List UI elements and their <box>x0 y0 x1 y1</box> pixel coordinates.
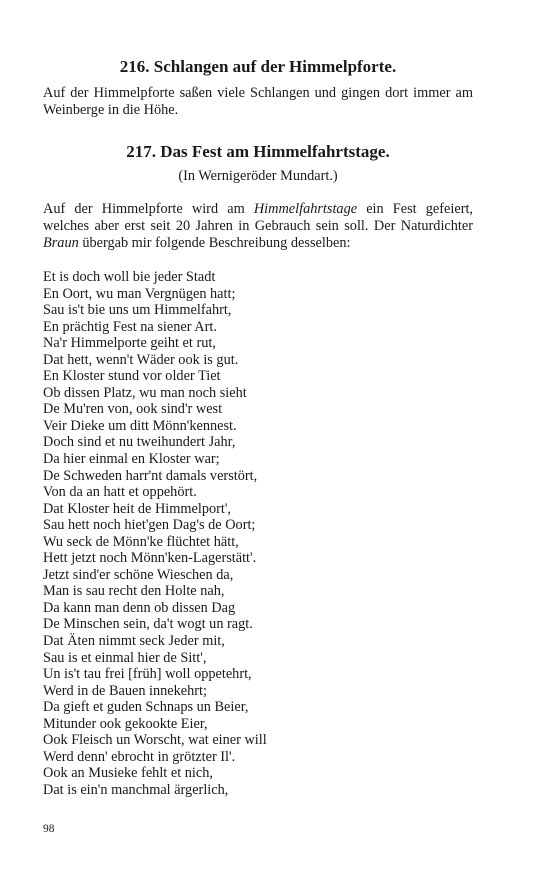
book-page <box>43 56 473 799</box>
verse-line: De Schweden harr'nt damals verstört, <box>43 467 258 484</box>
verse-line: Et is doch woll bie jeder Stadt <box>43 269 216 285</box>
verse-line: Dat is ein'n manchmal ärgerlich, <box>43 781 229 798</box>
verse-line: Wu seck de Mönn'ke flüchtet hätt, <box>43 533 239 550</box>
verse-line: Ob dissen Platz, wu man noch sieht <box>43 384 247 401</box>
verse-line: En Kloster stund vor older Tiet <box>43 368 221 385</box>
verse-line: Werd in de Bauen innekehrt; <box>43 682 208 699</box>
intro-italic-term: Himmelfahrtstage <box>253 201 358 217</box>
verse-line: Von da an hatt et oppehört. <box>43 484 197 501</box>
verse-line: Werd denn' ebrocht in grötzter Il'. <box>43 748 236 765</box>
verse-line: Doch sind et nu tweihundert Jahr, <box>43 434 236 451</box>
verse-line: Da kann man denn ob dissen Dag <box>43 599 236 616</box>
verse-line: Dat Äten nimmt seck Jeder mit, <box>43 633 225 650</box>
verse-line: Dat hett, wenn't Wäder ook is gut. <box>43 351 239 368</box>
verse-line: Sau is't bie uns um Himmelfahrt, <box>43 302 232 319</box>
intro-italic-name: Braun <box>43 235 79 251</box>
verse-line: Sau is et einmal hier de Sitt', <box>43 649 207 666</box>
verse-line: Mitunder ook gekookte Eier, <box>43 715 208 732</box>
section-title-216: 216. Schlangen auf der Himmelpforte. <box>119 57 397 76</box>
verse-line: En prächtig Fest na siener Art. <box>43 318 217 335</box>
verse-line: Un is't tau frei [früh] woll oppetehrt, <box>43 666 252 683</box>
verse-line: Hett jetzt noch Mönn'ken-Lagerstätt'. <box>43 550 257 567</box>
verse-line: Ook Fleisch un Worscht, wat einer will <box>43 732 267 749</box>
section-text-216: Auf der Himmelpforte saßen viele Schlangen und gingen dort immer am Weinberge in die Höhe. <box>43 85 473 118</box>
verse-line: Ook an Musieke fehlt et nich, <box>43 765 213 782</box>
verse-line: Sau hett noch hiet'gen Dag's de Oort; <box>43 517 256 534</box>
intro-text-part: übergab mir folgende Beschreibung desselben: <box>78 235 351 251</box>
verse-line: Man is sau recht den Holte nah, <box>43 583 225 600</box>
page-number: 98 <box>43 823 55 835</box>
intro-text-part: Auf der Himmelpforte wird am <box>43 201 254 217</box>
verse-line: Veir Dieke um ditt Mönn'kennest. <box>43 417 237 434</box>
poem-verse <box>43 269 473 799</box>
section-title-217: 217. Das Fest am Himmelfahrtstage. <box>126 142 390 161</box>
verse-line: En Oort, wu man Vergnügen hatt; <box>43 285 236 302</box>
section-subtitle-217: (In Wernigeröder Mundart.) <box>178 168 338 184</box>
verse-line: Na'r Himmelporte geiht et rut, <box>43 335 216 352</box>
verse-line: De Minschen sein, da't wogt un ragt. <box>43 616 253 633</box>
verse-line: Jetzt sind'er schöne Wieschen da, <box>43 566 234 583</box>
verse-line: Da gieft et guden Schnaps un Beier, <box>43 699 249 716</box>
intro-text-part: ein Fest gefeiert, welches aber erst seit 20 Jahren in Gebrauch sein soll. Der Naturdichter <box>43 201 474 234</box>
verse-line: Da hier einmal en Kloster war; <box>43 451 220 468</box>
verse-line: Dat Kloster heit de Himmelport', <box>43 500 231 517</box>
section-intro-217 <box>43 201 473 252</box>
verse-line: De Mu'ren von, ook sind'r west <box>43 401 223 418</box>
